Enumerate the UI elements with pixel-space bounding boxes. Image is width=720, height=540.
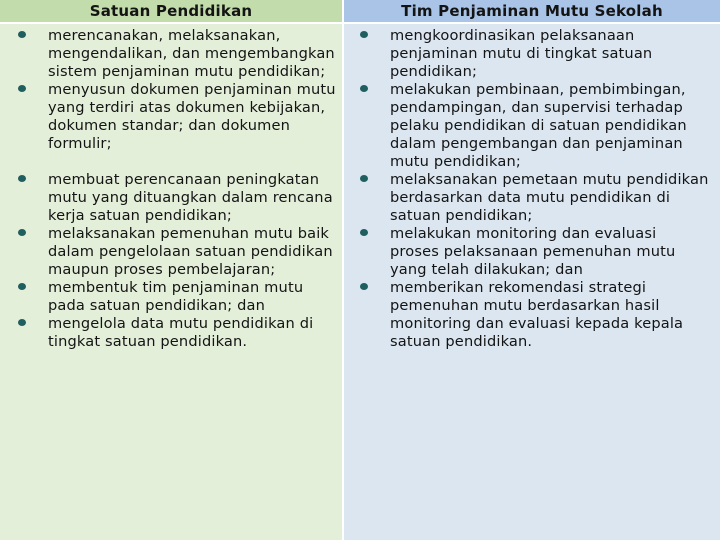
list-item — [390, 27, 710, 81]
bullet-icon — [18, 175, 26, 182]
bullet-icon — [18, 319, 26, 326]
bullet-icon — [360, 31, 368, 38]
bullet-icon — [18, 229, 26, 236]
list-item — [48, 315, 338, 351]
bullet-icon — [360, 175, 368, 182]
list-item-text: mengelola data mutu pendidikan di tingkat satuan pendidikan. — [48, 315, 314, 350]
list-item — [390, 171, 710, 225]
list-item — [48, 27, 338, 81]
list-item — [48, 279, 338, 315]
list-item-text: memberikan rekomendasi strategi pemenuhan mutu berdasarkan hasil monitoring dan evaluasi kepada kepala satuan pendidikan. — [390, 279, 684, 350]
list-item-text: menyusun dokumen penjaminan mutu yang terdiri atas dokumen kebijakan, dokumen standar; dan dokumen formulir; — [48, 81, 336, 152]
bullet-icon — [360, 229, 368, 236]
column-tim-penjaminan-mutu — [344, 0, 720, 540]
list-item — [390, 81, 710, 171]
list-item — [390, 279, 710, 351]
list-item — [48, 81, 338, 153]
list-item-text: melaksanakan pemetaan mutu pendidikan berdasarkan data mutu pendidikan di satuan pendidikan; — [390, 171, 709, 224]
list-item-text: melakukan pembinaan, pembimbingan, pendampingan, dan supervisi terhadap pelaku pendidikan di satuan pendidikan dalam pengembangan dan penjaminan mutu pendidikan; — [390, 81, 687, 170]
item-list-left — [0, 24, 338, 351]
column-header-left: Satuan Pendidikan — [0, 0, 342, 24]
bullet-icon — [18, 85, 26, 92]
list-item-text: melakukan monitoring dan evaluasi proses pelaksanaan pemenuhan mutu yang telah dilakukan; dan — [390, 225, 676, 278]
list-item-text: membuat perencanaan peningkatan mutu yang dituangkan dalam rencana kerja satuan pendidikan; — [48, 171, 333, 224]
item-list-right — [344, 24, 710, 351]
list-item-text: membentuk tim penjaminan mutu pada satuan pendidikan; dan — [48, 279, 304, 314]
list-item-text: melaksanakan pemenuhan mutu baik dalam pengelolaan satuan pendidikan maupun proses pembelajaran; — [48, 225, 333, 278]
list-item-text: merencanakan, melaksanakan, mengendalikan, dan mengembangkan sistem penjaminan mutu pendidikan; — [48, 27, 335, 80]
bullet-icon — [360, 85, 368, 92]
list-item — [48, 225, 338, 279]
bullet-icon — [360, 283, 368, 290]
column-satuan-pendidikan — [0, 0, 344, 540]
list-item-text: mengkoordinasikan pelaksanaan penjaminan mutu di tingkat satuan pendidikan; — [390, 27, 653, 80]
list-item — [390, 225, 710, 279]
column-header-right: Tim Penjaminan Mutu Sekolah — [344, 0, 720, 24]
list-item — [48, 171, 338, 225]
bullet-icon — [18, 283, 26, 290]
bullet-icon — [18, 31, 26, 38]
